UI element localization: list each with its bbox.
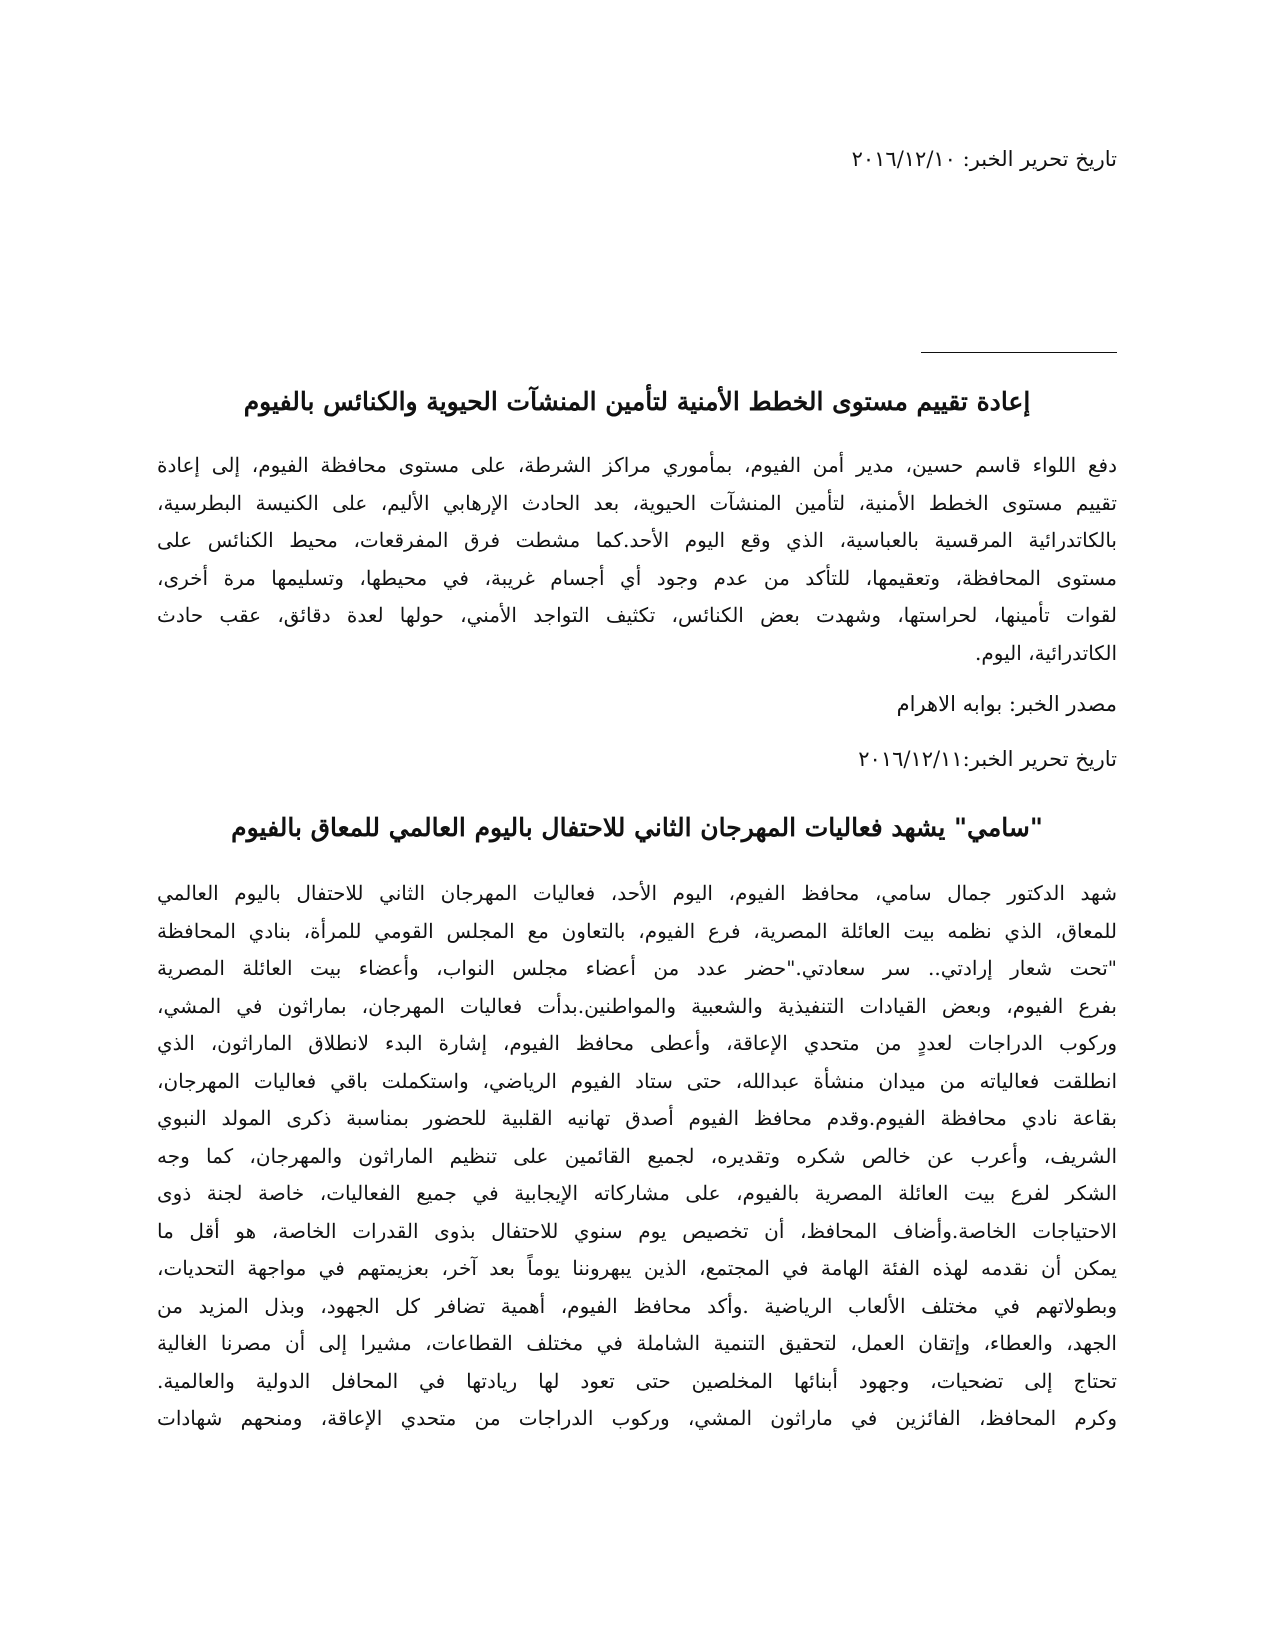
article2-line: انطلقت فعالياته من ميدان منشأة عبدالله، حتى ستاد الفيوم الرياضي، واستكملت باقي فعاليات المهرجان،	[157, 1068, 1118, 1093]
article2-headline: "سامي" يشهد فعاليات المهرجان الثاني للاحتفال باليوم العالمي للمعاق بالفيوم	[231, 813, 1043, 842]
article1-body	[157, 447, 1117, 672]
divider-line	[921, 352, 1117, 353]
top-edit-date: تاريخ تحرير الخبر: ٢٠١٦/١٢/١٠	[851, 147, 1117, 171]
article2-line: "تحت شعار إرادتي.. سر سعادتي."حضر عدد من أعضاء مجلس النواب، وأعضاء بيت العائلة المصرية	[157, 956, 1117, 980]
article2-line: بفرع الفيوم، وبعض القيادات التنفيذية والشعبية والمواطنين.بدأت فعاليات المهرجان، بماراثون في المشي،	[157, 993, 1117, 1018]
article2-line: الاحتياجات الخاصة.وأضاف المحافظ، أن تخصيص يوم سنوي للاحتفال بذوى القدرات الخاصة، هو أقل ما	[157, 1218, 1117, 1243]
article2-line: وبطولاتهم في مختلف الألعاب الرياضية .وأكد محافظ الفيوم، أهمية تضافر كل الجهود، وبذل المزيد من	[157, 1293, 1117, 1318]
article1-line: دفع اللواء قاسم حسين، مدير أمن الفيوم، بمأموري مراكز الشرطة، على مستوى محافظة الفيوم، إلى إعادة	[157, 453, 1117, 477]
article2-line: الشريف، وأعرب عن خالص شكره وتقديره، لجميع القائمين على تنظيم الماراثون والمهرجان، كما وجه	[157, 1143, 1117, 1168]
article2-line: بقاعة نادي محافظة الفيوم.وقدم محافظ الفيوم أصدق تهانيه القلبية للحضور بمناسبة ذكرى المولد النبوي	[157, 1106, 1117, 1130]
article1-edit-date: تاريخ تحرير الخبر:٢٠١٦/١٢/١١	[858, 747, 1117, 771]
article2-body	[157, 875, 1117, 1438]
article1-line: تقييم مستوى الخطط الأمنية، لتأمين المنشآت الحيوية، بعد الحادث الإرهابي الأليم، على الكنيسة البطرسية،	[157, 490, 1117, 515]
article1-line: بالكاتدرائية المرقسية بالعباسية، الذي وقع اليوم الأحد.كما مشطت فرق المفرقعات، محيط الكنائس على	[157, 528, 1117, 552]
article1-line: مستوى المحافظة، وتعقيمها، للتأكد من عدم وجود أي أجسام غريبة، في محيطها، وتسليمها مرة أخرى،	[157, 565, 1117, 590]
article2-line: يمكن أن نقدمه لهذه الفئة الهامة في المجتمع، الذين يبهروننا يوماً بعد آخر، بعزيمتهم في مواجهة التحديات،	[157, 1256, 1117, 1280]
article2-line: الشكر لفرع بيت العائلة المصرية بالفيوم، على مشاركاته الإيجابية في جميع الفعاليات، خاصة لجنة ذوى	[157, 1181, 1117, 1205]
article2-line: شهد الدكتور جمال سامي، محافظ الفيوم، اليوم الأحد، فعاليات المهرجان الثاني للاحتفال باليوم العالمي	[157, 881, 1117, 905]
article2-line: تحتاج إلى تضحيات، وجهود أبنائها المخلصين حتى تعود لها ريادتها في المحافل الدولية والعالمية.	[157, 1368, 1117, 1393]
article1-source: مصدر الخبر: بوابه الاهرام	[896, 692, 1117, 716]
article1-line: الكاتدرائية، اليوم.	[975, 640, 1117, 665]
article2-line: للمعاق، الذي نظمه بيت العائلة المصرية، فرع الفيوم، بالتعاون مع المجلس القومي للمرأة، بنادي المحافظة	[157, 918, 1117, 943]
article1-line: لقوات تأمينها، لحراستها، وشهدت بعض الكنائس، تكثيف التواجد الأمني، حولها لعدة دقائق، عقب حادث	[157, 603, 1117, 627]
article1-headline: إعادة تقييم مستوى الخطط الأمنية لتأمين المنشآت الحيوية والكنائس بالفيوم	[243, 387, 1031, 416]
article2-line: الجهد، والعطاء، وإتقان العمل، لتحقيق التنمية الشاملة في مختلف القطاعات، مشيرا إلى أن مصرنا الغالية	[157, 1331, 1117, 1355]
article2-line: وكرم المحافظ، الفائزين في ماراثون المشي، وركوب الدراجات من متحدي الإعاقة، ومنحهم شهادات	[157, 1406, 1117, 1430]
article2-line: وركوب الدراجات لعددٍ من متحدي الإعاقة، وأعطى محافظ الفيوم، إشارة البدء لانطلاق الماراثون، الذي	[157, 1031, 1117, 1055]
